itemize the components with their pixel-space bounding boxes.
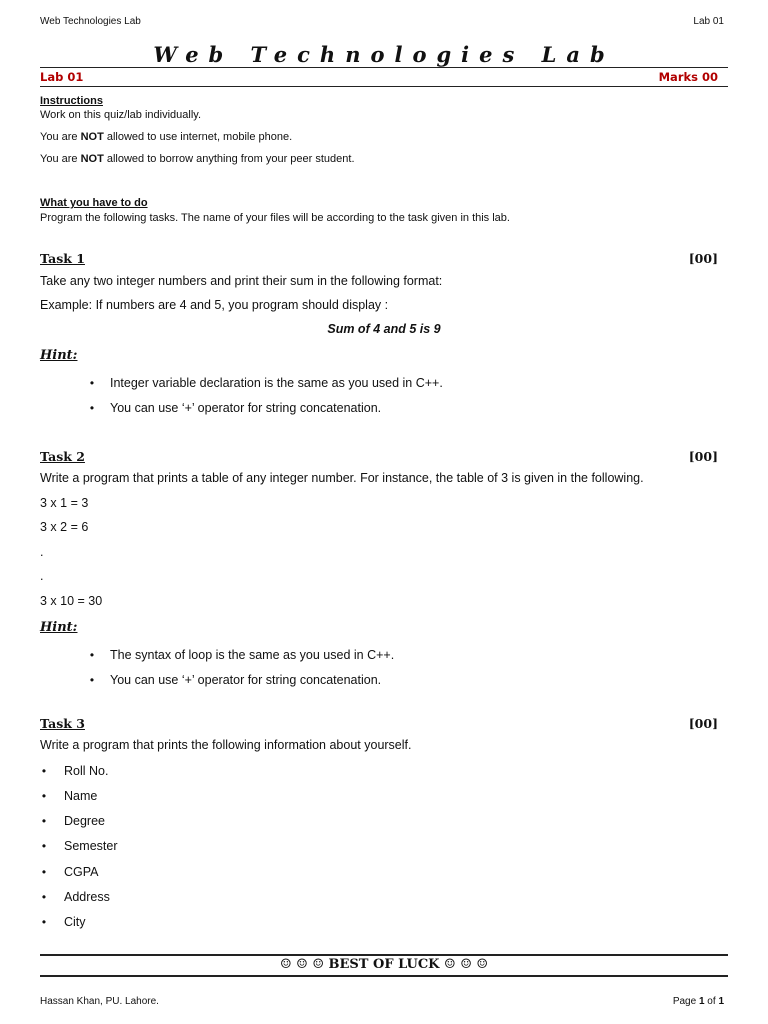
task-1-hint-2: You can use ‘+’ operator for string concatenation.	[110, 401, 382, 415]
task-1-hint-1: Integer variable declaration is the same as you used in C++.	[110, 376, 443, 390]
running-header-title: Web Technologies Lab	[40, 16, 141, 27]
bullet-icon: •	[41, 890, 47, 904]
bullet-icon: •	[89, 648, 95, 662]
page-number	[673, 996, 724, 1007]
bullet-icon: •	[41, 764, 47, 778]
instruction-line-3-pre: You are	[40, 153, 81, 165]
bullet-icon: •	[41, 865, 47, 879]
instruction-line-2-emphasis: NOT	[80, 131, 104, 143]
closing-top-divider	[40, 954, 728, 956]
instruction-line-3	[40, 153, 355, 165]
task-1-hint-heading: Hint:	[40, 348, 78, 363]
list-item: Semester	[64, 839, 118, 853]
list-item: Roll No.	[64, 764, 109, 778]
table-row-ellipsis: .	[40, 569, 44, 583]
bullet-icon: •	[89, 401, 95, 415]
list-item: Degree	[64, 814, 105, 828]
bullet-icon: •	[41, 915, 47, 929]
todo-text: Program the following tasks. The name of your files will be according to the task given in this lab.	[40, 212, 510, 224]
instruction-line-2	[40, 131, 292, 143]
running-header-lab: Lab 01	[693, 16, 724, 27]
task-2-marks: [00]	[688, 449, 718, 464]
instruction-line-3-emphasis: NOT	[80, 153, 104, 165]
instruction-line-2-pre: You are	[40, 131, 81, 143]
task-1-description: Take any two integer numbers and print their sum in the following format:	[40, 274, 443, 288]
task-2-description: Write a program that prints a table of any integer number. For instance, the table of 3 is given in the following.	[40, 471, 644, 485]
marks-total: Marks 00	[658, 70, 718, 84]
task-2-hint-1: The syntax of loop is the same as you used in C++.	[110, 648, 395, 662]
task-3-marks: [00]	[688, 716, 718, 731]
page-number-current: 1	[698, 996, 705, 1007]
closing-bottom-divider	[40, 975, 728, 977]
task-1-example-intro: Example: If numbers are 4 and 5, you program should display :	[40, 298, 389, 312]
task-2-hint-2: You can use ‘+’ operator for string concatenation.	[110, 673, 382, 687]
list-item: Name	[64, 789, 98, 803]
bullet-icon: •	[41, 814, 47, 828]
task-1-example-output: Sum of 4 and 5 is 9	[327, 322, 441, 336]
task-3-title: Task 3	[40, 716, 85, 731]
instruction-line-1: Work on this quiz/lab individually.	[40, 109, 202, 121]
bullet-icon: •	[89, 673, 95, 687]
task-3-description: Write a program that prints the following information about yourself.	[40, 738, 412, 752]
task-1-title: Task 1	[40, 251, 85, 266]
table-row-ellipsis: .	[40, 545, 44, 559]
title-bottom-divider	[40, 86, 728, 87]
lab-number: Lab 01	[40, 70, 84, 84]
page-number-pre: Page	[672, 996, 699, 1007]
task-2-hint-heading: Hint:	[40, 620, 78, 635]
bullet-icon: •	[41, 789, 47, 803]
todo-heading: What you have to do	[40, 197, 148, 209]
page-number-total: 1	[718, 996, 724, 1007]
table-row: 3 x 1 = 3	[40, 496, 89, 510]
instruction-line-2-post: allowed to use internet, mobile phone.	[103, 131, 293, 143]
footer-author: Hassan Khan, PU. Lahore.	[40, 996, 159, 1007]
bullet-icon: •	[89, 376, 95, 390]
page-number-mid: of	[704, 996, 719, 1007]
instruction-line-3-post: allowed to borrow anything from your peer student.	[103, 153, 355, 165]
task-2-title: Task 2	[40, 449, 85, 464]
list-item: City	[64, 915, 86, 929]
task-1-marks: [00]	[688, 251, 718, 266]
bullet-icon: •	[41, 839, 47, 853]
instructions-heading: Instructions	[40, 95, 103, 107]
list-item: CGPA	[64, 865, 99, 879]
title-top-divider	[40, 67, 728, 68]
table-row: 3 x 2 = 6	[40, 520, 89, 534]
closing-message: ☺ ☺ ☺ BEST OF LUCK ☺ ☺ ☺	[279, 957, 489, 972]
table-row: 3 x 10 = 30	[40, 594, 103, 608]
list-item: Address	[64, 890, 110, 904]
page-title: Web Technologies Lab	[153, 42, 615, 67]
